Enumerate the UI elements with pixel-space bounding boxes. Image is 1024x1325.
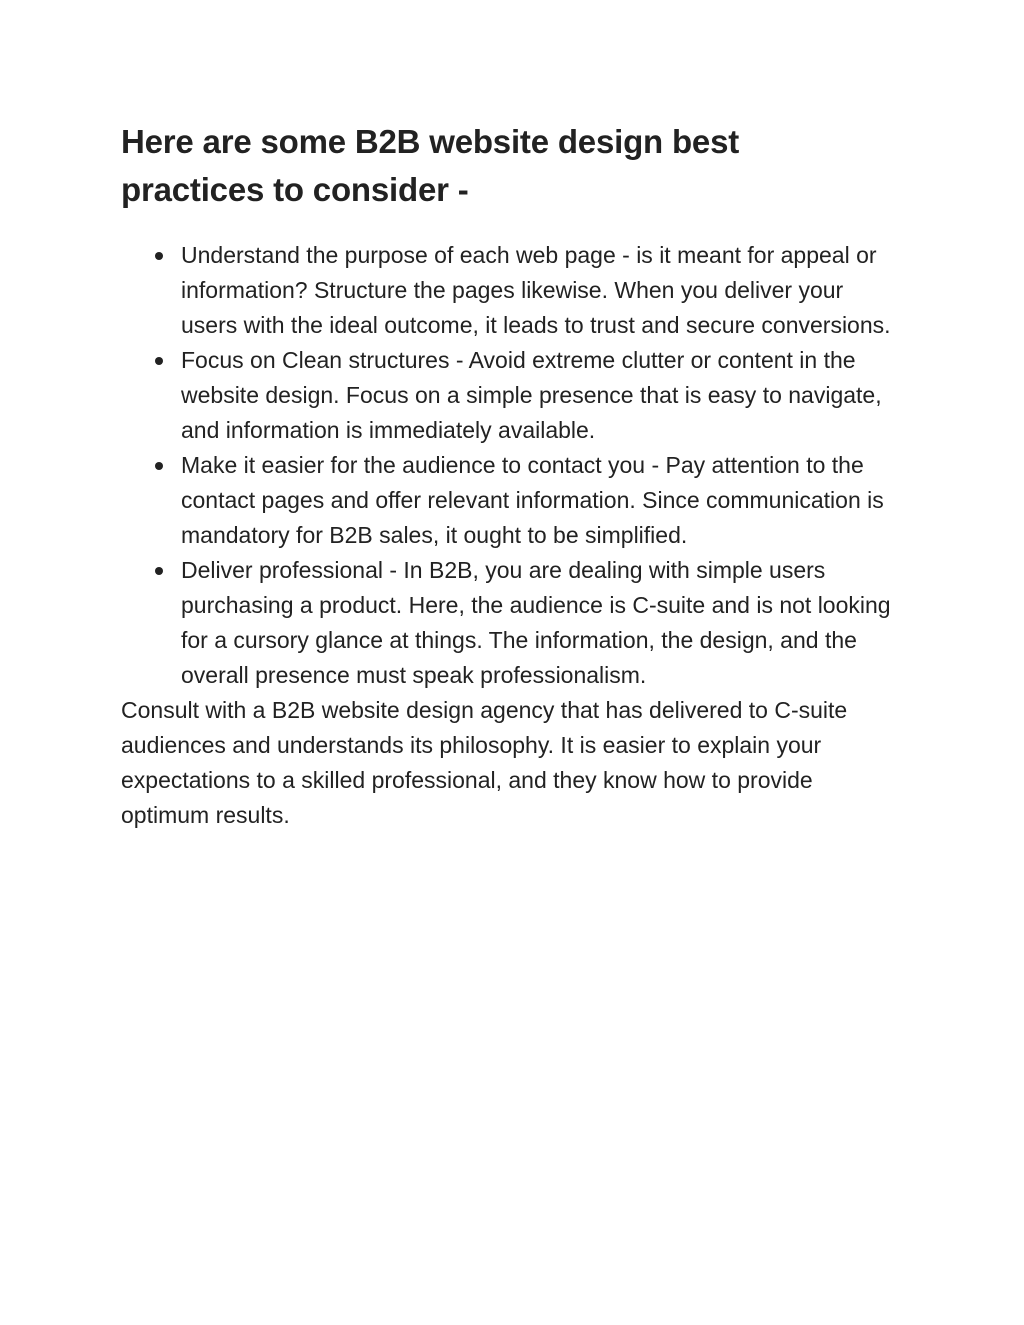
list-item-text: Deliver professional - In B2B, you are dealing with simple users purchasing a product. Here, the audience is C-suite and is not looking for a cursory glance at things. The information, the design, and the overall presence must speak professionalism. (181, 557, 891, 688)
bullet-icon (155, 462, 163, 470)
list-item-text: Focus on Clean structures - Avoid extreme clutter or content in the website design. Focus on a simple presence that is easy to navigate, and information is immediately available. (181, 347, 882, 443)
list-item-text: Make it easier for the audience to contact you - Pay attention to the contact pages and offer relevant information. Since communication is mandatory for B2B sales, it ought to be simplified. (181, 452, 884, 548)
list-item-text: Understand the purpose of each web page - is it meant for appeal or information? Structure the pages likewise. When you deliver your users with the ideal outcome, it leads to trust and secure conversions. (181, 242, 891, 338)
page-title: Here are some B2B website design best practices to consider - (121, 123, 740, 208)
bullet-icon (155, 252, 163, 260)
list-item (121, 343, 901, 448)
document-page (121, 118, 901, 828)
bullet-icon (155, 357, 163, 365)
list-item (121, 238, 901, 343)
list-item (121, 553, 901, 693)
closing-paragraph: Consult with a B2B website design agency that has delivered to C-suite audiences and understands its philosophy. It is easier to explain your expectations to a skilled professional, and they know how to provide optimum results. (121, 697, 848, 828)
list-item (121, 448, 901, 553)
bullet-icon (155, 567, 163, 575)
best-practices-list (121, 238, 901, 693)
